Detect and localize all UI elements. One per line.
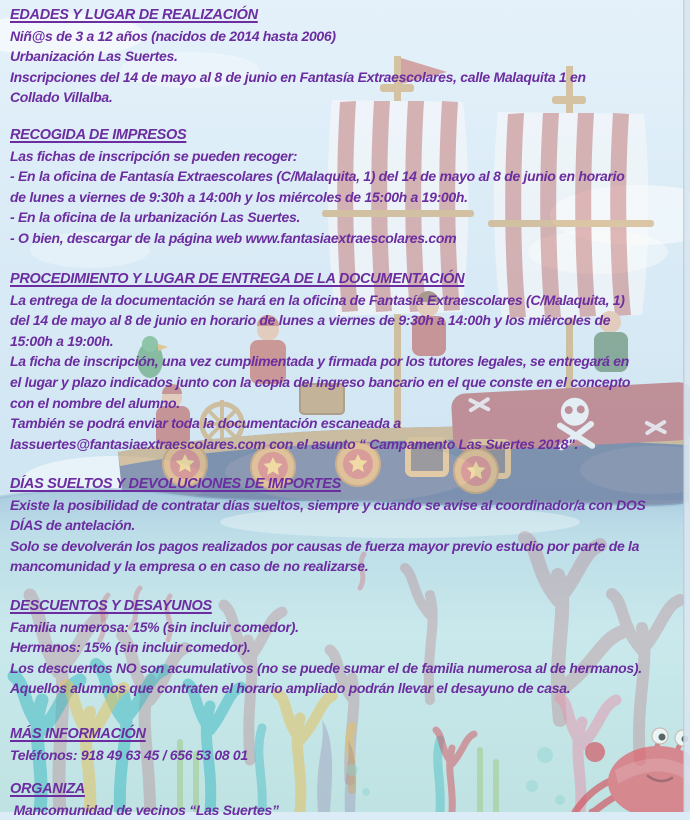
section-heading: PROCEDIMIENTO Y LUGAR DE ENTREGA DE LA DOCUMENTACIÓN bbox=[10, 271, 465, 287]
section-descuentos bbox=[10, 596, 690, 699]
section-heading: RECOGIDA DE IMPRESOS bbox=[10, 127, 187, 143]
text-line: el lugar y plazo indicados junto con la copia del ingreso bancario en el que conste en el concepto bbox=[10, 373, 631, 390]
text-line: Inscripciones del 14 de mayo al 8 de junio en Fantasía Extraescolares, calle Malaquita 1 en bbox=[10, 68, 586, 85]
text-line: Collado Villalba. bbox=[10, 89, 113, 106]
text-line: Familia numerosa: 15% (sin incluir comedor). bbox=[10, 618, 299, 635]
section-edades bbox=[10, 5, 690, 108]
section-recogida bbox=[10, 125, 690, 249]
text-line: Solo se devolverán los pagos realizados por causas de fuerza mayor previo estudio por parte de la bbox=[10, 537, 640, 554]
text-line: Mancomunidad de vecinos “Las Suertes” bbox=[10, 801, 279, 818]
section-heading: EDADES Y LUGAR DE REALIZACIÓN bbox=[10, 7, 258, 23]
text-line: Los descuentos NO son acumulativos (no se puede sumar el de familia numerosa al de hermanos). bbox=[10, 659, 642, 676]
text-line: DÍAS de antelación. bbox=[10, 517, 135, 534]
section-dias-sueltos bbox=[10, 474, 690, 577]
section-procedimiento bbox=[10, 269, 690, 454]
section-organiza bbox=[10, 779, 690, 820]
text-line: Aquellos alumnos que contraten el horario ampliado podrán llevar el desayuno de casa. bbox=[10, 680, 571, 697]
text-line: Hermanos: 15% (sin incluir comedor). bbox=[10, 639, 251, 656]
text-line: Niñ@s de 3 a 12 años (nacidos de 2014 hasta 2006) bbox=[10, 27, 336, 44]
section-heading: DESCUENTOS Y DESAYUNOS bbox=[10, 598, 212, 614]
text-line: mancomunidad y la empresa o en caso de no realizarse. bbox=[10, 558, 369, 575]
text-line: - En la oficina de Fantasía Extraescolares (C/Malaquita, 1) del 14 de mayo al 8 de junio en horario bbox=[10, 168, 625, 185]
text-line: Urbanización Las Suertes. bbox=[10, 48, 178, 65]
text-line: - O bien, descargar de la página web www.fantasiaextraescolares.com bbox=[10, 229, 457, 246]
text-line: del 14 de mayo al 8 de junio en horario de lunes a viernes de 9:30h a 14:00h y los miércoles de bbox=[10, 312, 611, 329]
text-line: La ficha de inscripción, una vez cumplimentada y firmada por los tutores legales, se entregará en bbox=[10, 353, 629, 370]
text-line: - En la oficina de la urbanización Las Suertes. bbox=[10, 209, 301, 226]
section-heading: ORGANIZA bbox=[10, 781, 85, 797]
text-line: lassuertes@fantasiaextraescolares.com con el asunto “ Campamento Las Suertes 2018". bbox=[10, 435, 579, 452]
text-line: de lunes a viernes de 9:30h a 14:00h y los miércoles de 15:00h a 19:00h. bbox=[10, 188, 468, 205]
text-line: Existe la posibilidad de contratar días sueltos, siempre y cuando se avise al coordinador/a con DOS bbox=[10, 496, 646, 513]
text-line: con el nombre del alumno. bbox=[10, 394, 180, 411]
text-line: Las fichas de inscripción se pueden recoger: bbox=[10, 147, 298, 164]
section-heading: MÁS INFORMACIÓN bbox=[10, 726, 146, 742]
section-mas-informacion bbox=[10, 724, 690, 765]
section-heading: DÍAS SUELTOS Y DEVOLUCIONES DE IMPORTES bbox=[10, 476, 341, 492]
text-line: También se podrá enviar toda la documentación escaneada a bbox=[10, 415, 401, 432]
text-line: 15:00h a 19:00h. bbox=[10, 332, 114, 349]
text-line: Teléfonos: 918 49 63 45 / 656 53 08 01 bbox=[10, 746, 248, 763]
text-line: La entrega de la documentación se hará en la oficina de Fantasía Extraescolares (C/Malaquita, 1) bbox=[10, 291, 625, 308]
